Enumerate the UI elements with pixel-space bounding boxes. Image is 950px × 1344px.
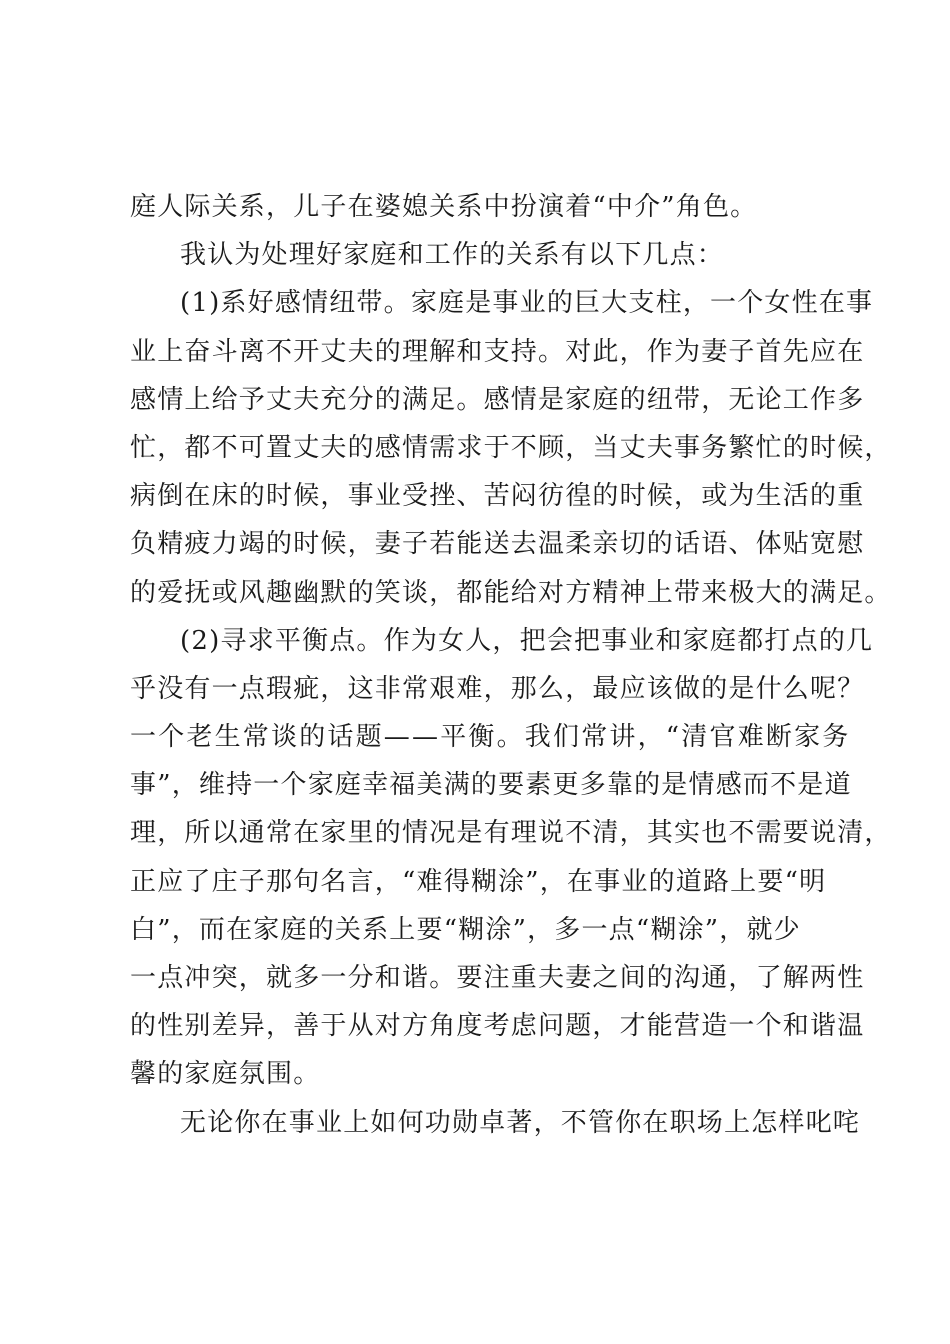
text-line: 负精疲力竭的时候，妻子若能送去温柔亲切的话语、体贴宽慰 bbox=[130, 529, 865, 560]
text-line: 一个老生常谈的话题——平衡。我们常讲，“清官难断家务 bbox=[130, 722, 851, 753]
text-line: 业上奋斗离不开丈夫的理解和支持。对此，作为妻子首先应在 bbox=[130, 336, 865, 367]
text-line: 理，所以通常在家里的情况是有理说不清，其实也不需要说清， bbox=[130, 818, 892, 849]
text-line: 忙，都不可置丈夫的感情需求于不顾，当丈夫事务繁忙的时候， bbox=[130, 432, 892, 463]
document-body bbox=[130, 183, 892, 1147]
text-line: 的爱抚或风趣幽默的笑谈，都能给对方精神上带来极大的满足。 bbox=[130, 577, 892, 608]
text-line: 正应了庄子那句名言，“难得糊涂”，在事业的道路上要“明 bbox=[130, 866, 827, 897]
text-line: 事”，维持一个家庭幸福美满的要素更多靠的是情感而不是道 bbox=[130, 770, 852, 801]
text-line: 感情上给予丈夫充分的满足。感情是家庭的纽带，无论工作多 bbox=[130, 384, 865, 415]
text-line: 庭人际关系，儿子在婆媳关系中扮演着“中介”角色。 bbox=[130, 192, 758, 222]
text-line: (2)寻求平衡点。作为女人，把会把事业和家庭都打点的几 bbox=[180, 625, 874, 656]
text-line: 白”，而在家庭的关系上要“糊涂”，多一点“糊涂”，就少 bbox=[130, 914, 801, 945]
text-line: 乎没有一点瑕疵，这非常艰难，那么，最应该做的是什么呢？ bbox=[130, 673, 865, 704]
text-line: 一点冲突，就多一分和谐。要注重夫妻之间的沟通，了解两性 bbox=[130, 963, 865, 993]
text-line: (1)系好感情纽带。家庭是事业的巨大支柱，一个女性在事 bbox=[180, 288, 874, 319]
text-line: 的性别差异，善于从对方角度考虑问题，才能营造一个和谐温 bbox=[130, 1011, 865, 1042]
text-line: 无论你在事业上如何功勋卓著，不管你在职场上怎样叱咤 bbox=[180, 1107, 861, 1138]
text-line: 馨的家庭氛围。 bbox=[130, 1059, 321, 1090]
text-line: 病倒在床的时候，事业受挫、苦闷彷徨的时候，或为生活的重 bbox=[130, 481, 865, 512]
paragraph-heading-line: 我认为处理好家庭和工作的关系有以下几点： bbox=[180, 240, 725, 271]
